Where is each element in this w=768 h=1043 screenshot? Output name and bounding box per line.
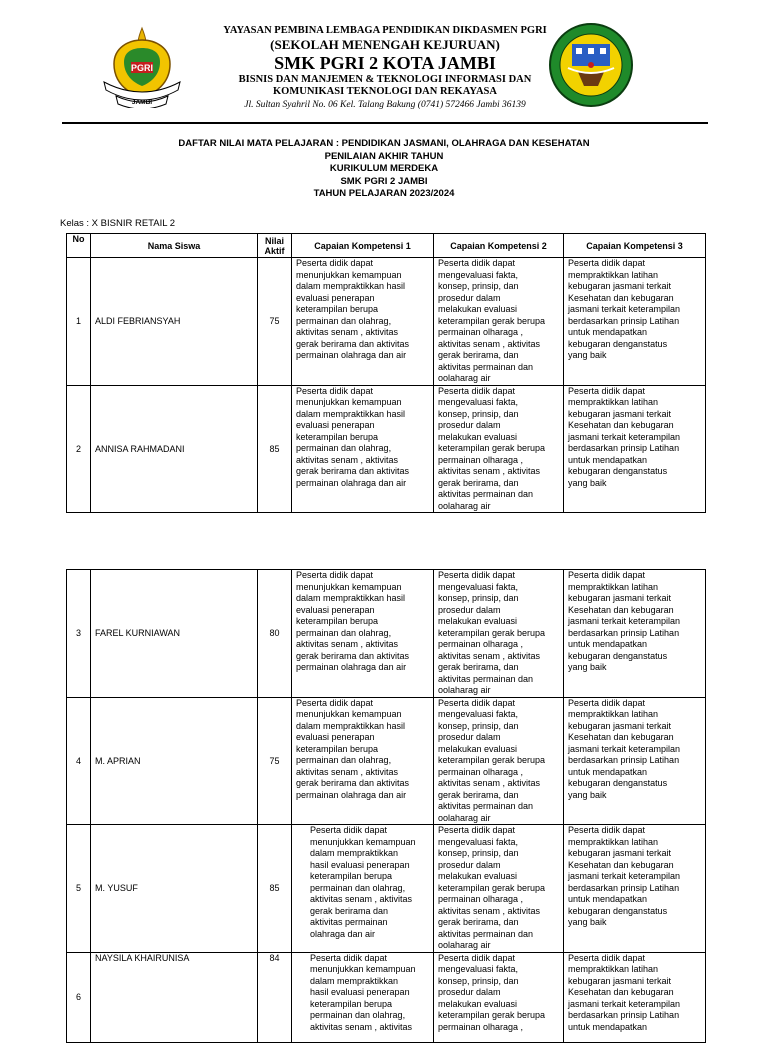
letterhead-divider: [62, 122, 708, 124]
competency-1: Peserta didik dapat menunjukkan kemampuan dalam mempraktikkan hasil evaluasi penerapan keterampilan berupa permainan dan olahrag, aktivitas senam , aktivitas gerak berirama dan aktivitas permainan olahraga dan air: [292, 385, 434, 513]
grades-table-page-2: [66, 569, 706, 1043]
logo-left-ribbon: JAMBI: [131, 99, 153, 106]
title-school: SMK PGRI 2 JAMBI: [340, 175, 428, 187]
competency-2: Peserta didik dapat mengevaluasi fakta, konsep, prinsip, dan prosedur dalam melakukan evaluasi keterampilan gerak berupa permainan olharaga , aktivitas senam , aktivitas gerak berirama, dan aktivitas permainan dan oolaharag air: [434, 825, 564, 953]
program-line-2: KOMUNIKASI TEKNOLOGI DAN REKAYASA: [273, 86, 497, 97]
row-no: 6: [67, 952, 91, 1042]
title-curriculum: KURIKULUM MERDEKA: [329, 163, 439, 174]
header-no: No: [67, 234, 91, 258]
student-name: ANNISA RAHMADANI: [91, 385, 258, 513]
school-emblem-icon: [548, 22, 634, 108]
student-name: NAYSILA KHAIRUNISA: [91, 952, 258, 1042]
header-ck2: Capaian Kompetensi 2: [434, 234, 564, 258]
letterhead: [0, 0, 768, 130]
competency-2: Peserta didik dapat mengevaluasi fakta, konsep, prinsip, dan prosedur dalam melakukan evaluasi keterampilan gerak berupa permainan olharaga , aktivitas senam , aktivitas gerak berirama, dan aktivitas permainan dan oolaharag air: [434, 385, 564, 513]
competency-3: Peserta didik dapat mempraktikkan latihan kebugaran jasmani terkait Kesehatan dan kebugaran jasmani terkait keterampilan berdasarkan prinsip Latihan untuk mendapatkan kebugaran denganstatus yang baik: [564, 570, 706, 698]
table-row: [67, 952, 706, 1042]
header-nama: Nama Siswa: [91, 234, 258, 258]
competency-1: Peserta didik dapat menunjukkan kemampuan dalam mempraktikkan hasil evaluasi penerapan keterampilan berupa permainan dan olahrag, aktivitas senam , aktivitas gerak berirama dan aktivitas permainan olahraga dan air: [292, 825, 434, 953]
student-name: M. APRIAN: [91, 697, 258, 825]
pgri-logo-icon: [100, 24, 184, 108]
letterhead-text: [210, 24, 560, 112]
row-no: 4: [67, 697, 91, 825]
school-address: Jl. Sultan Syahril No. 06 Kel. Talang Bakung (0741) 572466 Jambi 36139: [244, 100, 526, 110]
row-no: 1: [67, 258, 91, 386]
student-name: M. YUSUF: [91, 825, 258, 953]
program-line-1: BISNIS DAN MANJEMEN & TEKNOLOGI INFORMASI DAN: [238, 74, 532, 85]
title-year: TAHUN PELAJARAN 2023/2024: [313, 188, 455, 199]
class-label: Kelas : X BISNIR RETAIL 2: [60, 218, 176, 229]
competency-1: Peserta didik dapat menunjukkan kemampuan dalam mempraktikkan hasil evaluasi penerapan keterampilan berupa permainan dan olahrag, aktivitas senam , aktivitas gerak berirama dan aktivitas permainan olahraga dan air: [292, 570, 434, 698]
student-name: FAREL KURNIAWAN: [91, 570, 258, 698]
row-no: 5: [67, 825, 91, 953]
table-row: [67, 258, 706, 386]
competency-2: Peserta didik dapat mengevaluasi fakta, konsep, prinsip, dan prosedur dalam melakukan evaluasi keterampilan gerak berupa permainan olharaga , aktivitas senam , aktivitas gerak berirama, dan aktivitas permainan dan oolaharag air: [434, 258, 564, 386]
header-nilai: Nilai Aktif: [258, 234, 292, 258]
score-value: 85: [258, 385, 292, 513]
competency-3: Peserta didik dapat mempraktikkan latihan kebugaran jasmani terkait Kesehatan dan kebugaran jasmani terkait keterampilan berdasarkan prinsip Latihan untuk mendapatkan kebugaran denganstatus yang baik: [564, 258, 706, 386]
row-no: 2: [67, 385, 91, 513]
title-subject: DAFTAR NILAI MATA PELAJARAN : PENDIDIKAN JASMANI, OLAHRAGA DAN KESEHATAN: [178, 138, 590, 149]
competency-1: Peserta didik dapat menunjukkan kemampuan dalam mempraktikkan hasil evaluasi penerapan keterampilan berupa permainan dan olahrag, aktivitas senam , aktivitas: [292, 952, 434, 1042]
score-value: 84: [258, 952, 292, 1042]
header-ck3: Capaian Kompetensi 3: [564, 234, 706, 258]
score-value: 75: [258, 697, 292, 825]
competency-3: Peserta didik dapat mempraktikkan latihan kebugaran jasmani terkait Kesehatan dan kebugaran jasmani terkait keterampilan berdasarkan prinsip Latihan untuk mendapatkan: [564, 952, 706, 1042]
row-no: 3: [67, 570, 91, 698]
score-value: 75: [258, 258, 292, 386]
score-value: 80: [258, 570, 292, 698]
competency-3: Peserta didik dapat mempraktikkan latihan kebugaran jasmani terkait Kesehatan dan kebugaran jasmani terkait keterampilan berdasarkan prinsip Latihan untuk mendapatkan kebugaran denganstatus yang baik: [564, 385, 706, 513]
competency-2: Peserta didik dapat mengevaluasi fakta, konsep, prinsip, dan prosedur dalam melakukan evaluasi keterampilan gerak berupa permainan olharaga ,: [434, 952, 564, 1042]
school-type: (SEKOLAH MENENGAH KEJURUAN): [270, 37, 500, 52]
school-name: SMK PGRI 2 KOTA JAMBI: [274, 53, 496, 73]
grades-table-page-1: [66, 233, 706, 513]
header-ck1: Capaian Kompetensi 1: [292, 234, 434, 258]
yayasan-name: YAYASAN PEMBINA LEMBAGA PENDIDIKAN DIKDASMEN PGRI: [223, 25, 547, 36]
competency-2: Peserta didik dapat mengevaluasi fakta, konsep, prinsip, dan prosedur dalam melakukan evaluasi keterampilan gerak berupa permainan olharaga , aktivitas senam , aktivitas gerak berirama, dan aktivitas permainan dan oolaharag air: [434, 570, 564, 698]
competency-3: Peserta didik dapat mempraktikkan latihan kebugaran jasmani terkait Kesehatan dan kebugaran jasmani terkait keterampilan berdasarkan prinsip Latihan untuk mendapatkan kebugaran denganstatus yang baik: [564, 825, 706, 953]
table-row: [67, 825, 706, 953]
logo-left-text: PGRI: [130, 63, 154, 73]
competency-1: Peserta didik dapat menunjukkan kemampuan dalam mempraktikkan hasil evaluasi penerapan keterampilan berupa permainan dan olahrag, aktivitas senam , aktivitas gerak berirama dan aktivitas permainan olahraga dan air: [292, 697, 434, 825]
table-row: [67, 385, 706, 513]
table-header-row: [67, 234, 706, 258]
title-assessment: PENILAIAN AKHIR TAHUN: [324, 150, 444, 162]
competency-3: Peserta didik dapat mempraktikkan latihan kebugaran jasmani terkait Kesehatan dan kebugaran jasmani terkait keterampilan berdasarkan prinsip Latihan untuk mendapatkan kebugaran denganstatus yang baik: [564, 697, 706, 825]
competency-1: Peserta didik dapat menunjukkan kemampuan dalam mempraktikkan hasil evaluasi penerapan keterampilan berupa permainan dan olahrag, aktivitas senam , aktivitas gerak berirama dan aktivitas permainan olahraga dan air: [292, 258, 434, 386]
document-titles: [60, 138, 708, 201]
table-row: [67, 697, 706, 825]
competency-2: Peserta didik dapat mengevaluasi fakta, konsep, prinsip, dan prosedur dalam melakukan evaluasi keterampilan gerak berupa permainan olharaga , aktivitas senam , aktivitas gerak berirama, dan aktivitas permainan dan oolaharag air: [434, 697, 564, 825]
score-value: 85: [258, 825, 292, 953]
student-name: ALDI FEBRIANSYAH: [91, 258, 258, 386]
table-row: [67, 570, 706, 698]
